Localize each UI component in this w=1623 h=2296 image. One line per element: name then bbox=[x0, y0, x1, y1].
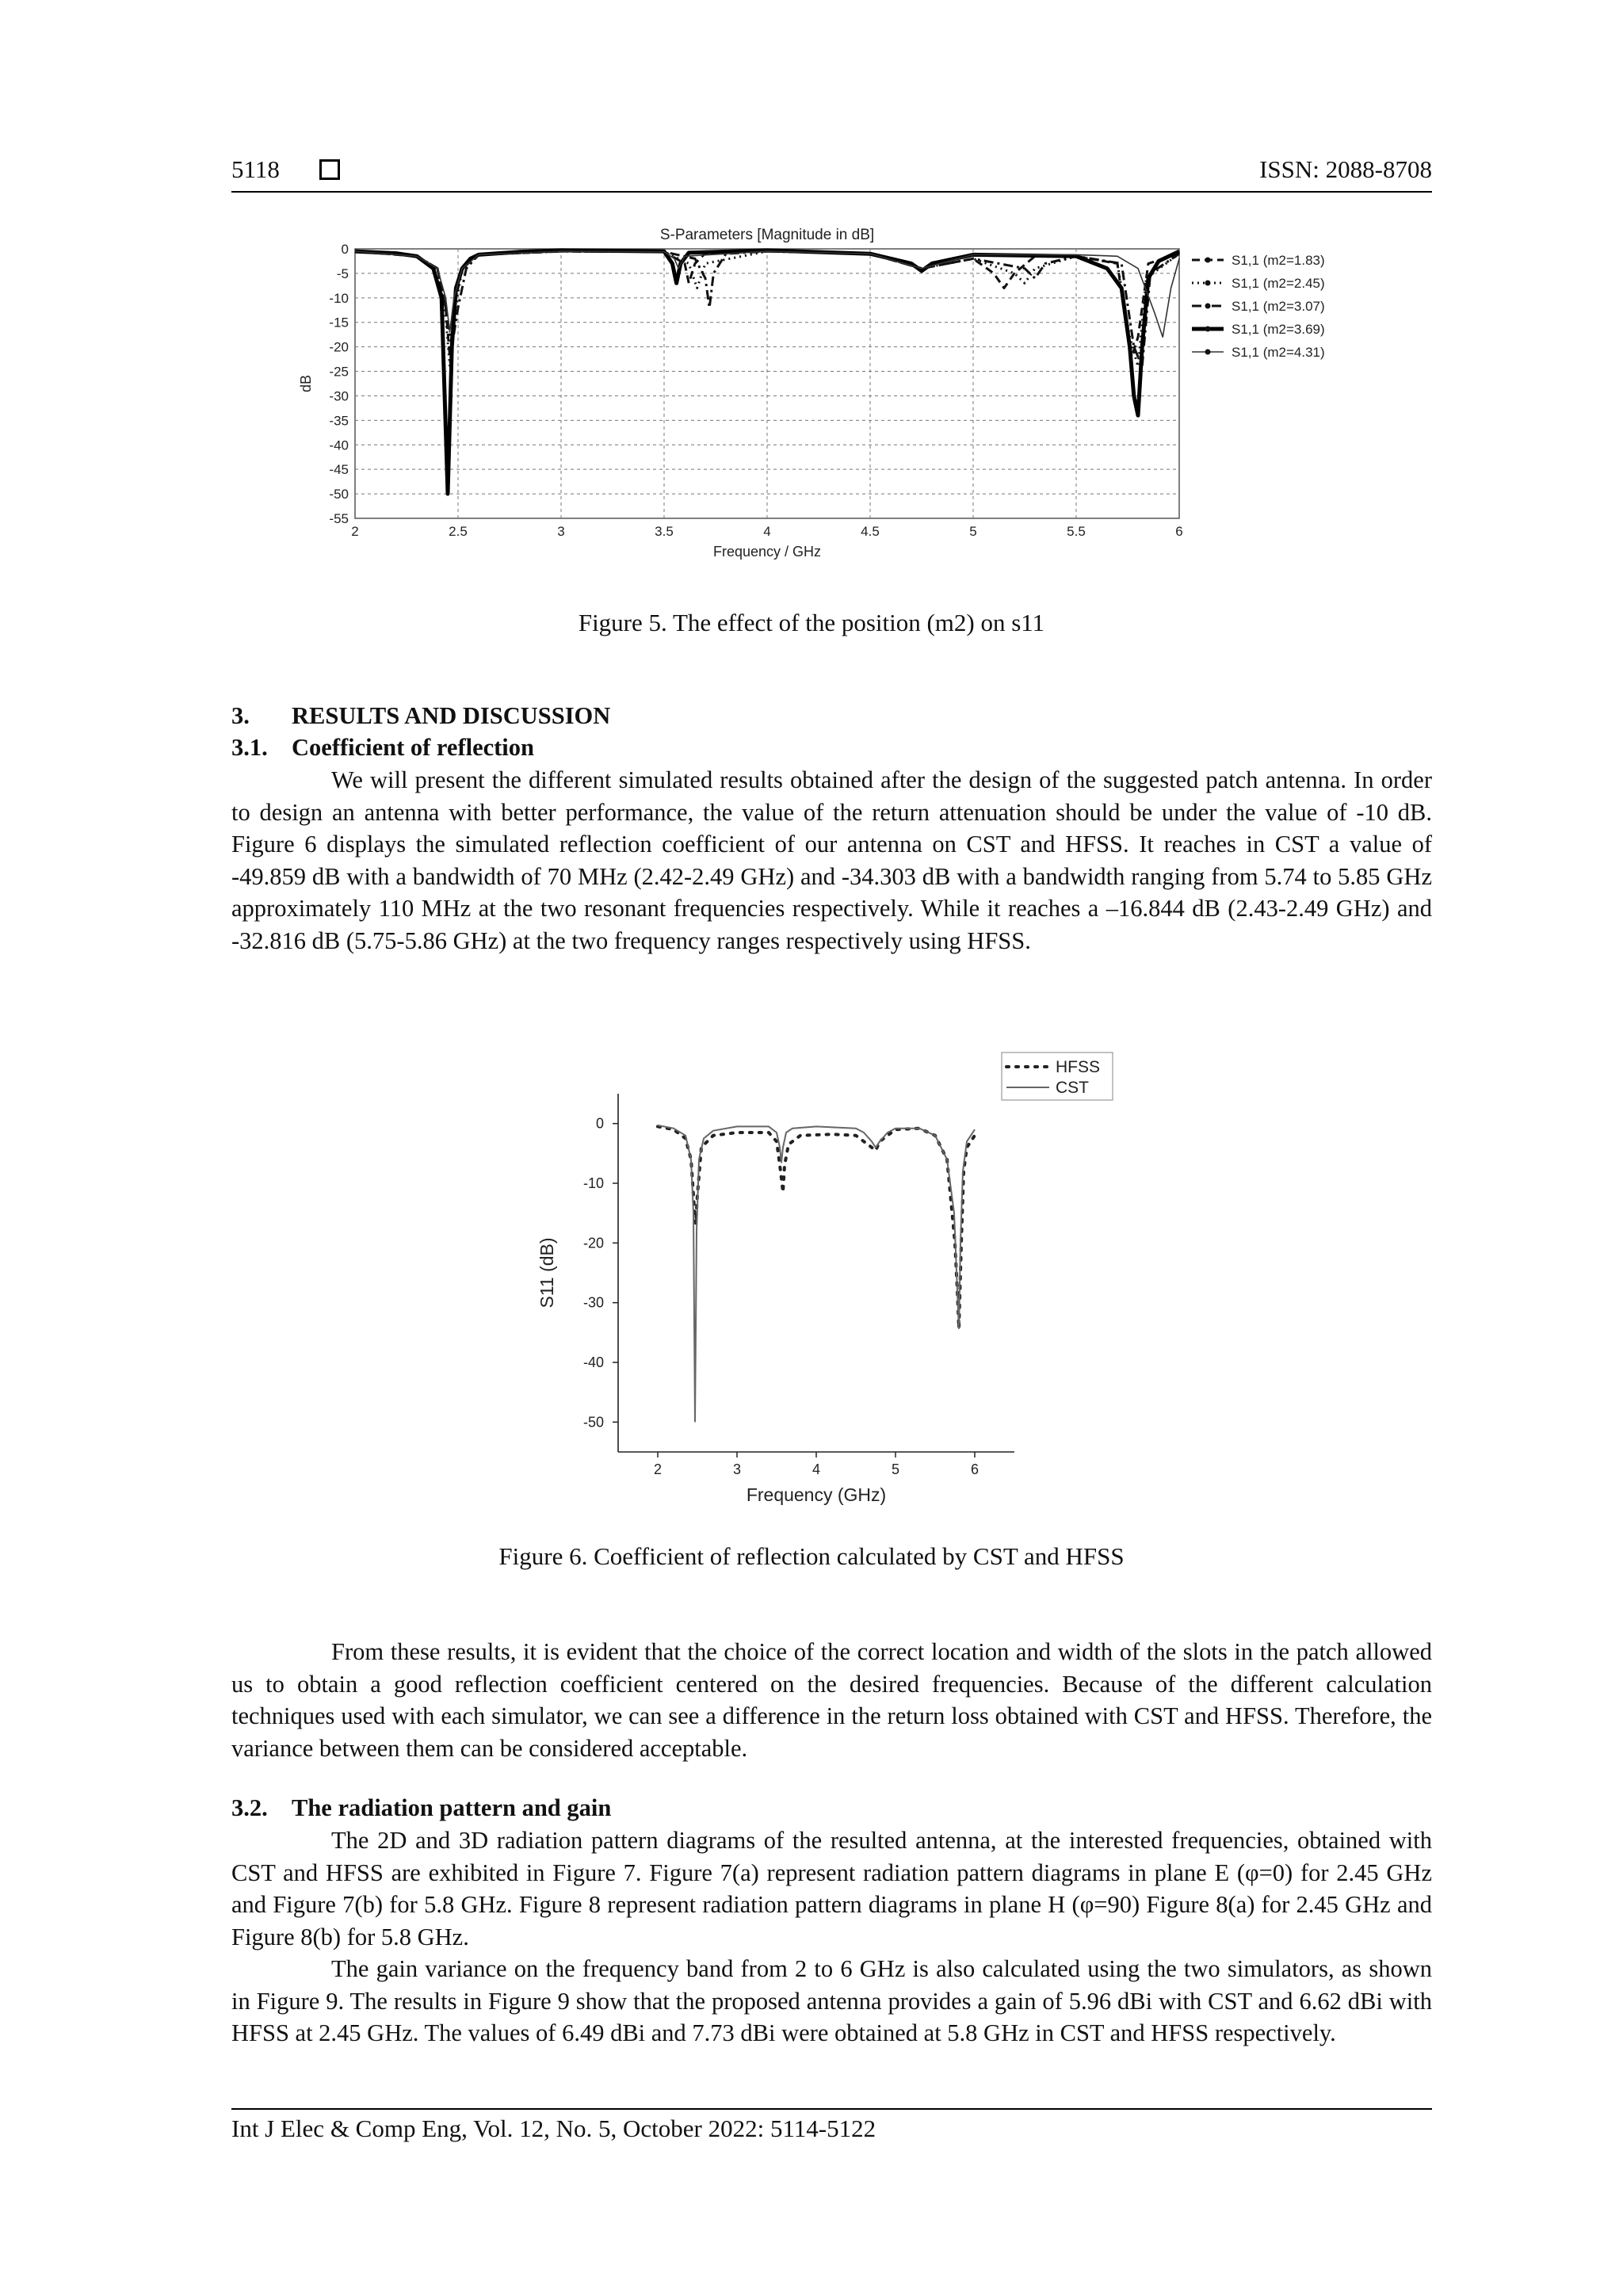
x-tick-label: 3 bbox=[557, 524, 565, 539]
page-number-text: 5118 bbox=[231, 155, 280, 183]
x-tick-label: 4.5 bbox=[861, 524, 880, 539]
legend-label: S1,1 (m2=3.07) bbox=[1232, 299, 1325, 314]
legend-marker bbox=[1205, 350, 1211, 355]
subsection-title: Coefficient of reflection bbox=[292, 734, 534, 761]
legend-label: HFSS bbox=[1056, 1058, 1101, 1076]
subsection-title: The radiation pattern and gain bbox=[292, 1794, 612, 1821]
figure-6-chart bbox=[531, 1045, 1133, 1520]
square-bullet-icon bbox=[319, 159, 340, 180]
y-tick-label: -25 bbox=[329, 364, 349, 380]
chart-title: S-Parameters [Magnitude in dB] bbox=[659, 227, 875, 243]
legend-marker bbox=[1205, 258, 1211, 263]
header-rule bbox=[231, 191, 1432, 193]
subsection-number: 3.1. bbox=[231, 734, 268, 761]
x-tick-label: 2.5 bbox=[449, 524, 468, 539]
y-tick-label: -55 bbox=[329, 511, 349, 526]
series-line-hfss bbox=[658, 1126, 975, 1328]
legend-marker bbox=[1205, 281, 1211, 286]
legend-marker bbox=[1205, 304, 1211, 309]
paragraph-discussion bbox=[231, 1636, 1432, 1764]
paragraph-reflection bbox=[231, 764, 1432, 957]
paragraph-text: From these results, it is evident that the choice of the correct location and width of the slots in the patch allowed us to obtain a good reflection coefficient centered on the desired frequencies. Because of the different calculation techniques used with each simulator, we can see a difference in the return loss obtained with CST and HFSS. Therefore, the variance between them can be considered acceptable. bbox=[231, 1638, 1432, 1762]
figure-6-caption: Figure 6. Coefficient of reflection calculated by CST and HFSS bbox=[498, 1542, 1125, 1570]
section-heading bbox=[231, 702, 610, 730]
y-tick-label: -10 bbox=[329, 290, 349, 306]
y-tick-label: -50 bbox=[329, 487, 349, 502]
y-tick-label: 0 bbox=[341, 242, 349, 257]
legend-label: S1,1 (m2=2.45) bbox=[1232, 276, 1325, 291]
y-axis-label: dB bbox=[298, 374, 314, 393]
y-tick-label: -40 bbox=[329, 437, 349, 453]
paragraph-text: The 2D and 3D radiation pattern diagrams of the resulted antenna, at the interested frequencies, obtained with CST and HFSS are exhibited in Figure 7. Figure 7(a) represent radiation pattern diagrams in plane E (φ=0) for 2.45 GHz and Figure 7(b) for 5.8 GHz. Figure 8 represent radiation pattern diagrams in plane H (φ=90) Figure 8(a) for 2.45 GHz and Figure 8(b) for 5.8 GHz. bbox=[231, 1827, 1432, 1950]
x-tick-label: 3 bbox=[732, 1461, 742, 1477]
subsection-number: 3.2. bbox=[231, 1794, 268, 1821]
x-axis-label: Frequency (GHz) bbox=[746, 1484, 887, 1505]
y-tick-label: -40 bbox=[582, 1354, 604, 1370]
footer-rule bbox=[231, 2108, 1432, 2110]
x-tick-label: 2 bbox=[351, 524, 359, 539]
legend-label: S1,1 (m2=4.31) bbox=[1232, 345, 1325, 360]
y-tick-label: -5 bbox=[336, 266, 349, 281]
subsection-heading-3-2 bbox=[231, 1794, 611, 1822]
y-tick-label: -35 bbox=[329, 413, 349, 429]
x-tick-label: 6 bbox=[1175, 524, 1183, 539]
y-tick-label: -10 bbox=[582, 1175, 604, 1191]
x-tick-label: 3.5 bbox=[655, 524, 674, 539]
y-tick-label: 0 bbox=[595, 1115, 604, 1132]
figure-5-chart bbox=[293, 214, 1347, 586]
x-axis-label: Frequency / GHz bbox=[712, 544, 822, 560]
x-tick-label: 6 bbox=[970, 1461, 980, 1477]
y-tick-label: -45 bbox=[329, 462, 349, 478]
series-line-cst bbox=[658, 1125, 975, 1422]
legend-label: CST bbox=[1056, 1079, 1089, 1097]
figure-5-caption: Figure 5. The effect of the position (m2) on s11 bbox=[578, 609, 1045, 636]
legend-label: S1,1 (m2=1.83) bbox=[1232, 253, 1325, 268]
x-tick-label: 5 bbox=[891, 1461, 900, 1477]
legend-marker bbox=[1205, 327, 1211, 332]
paragraph-radiation bbox=[231, 1824, 1432, 2050]
y-tick-label: -30 bbox=[329, 388, 349, 404]
paragraph-text: We will present the different simulated results obtained after the design of the suggested patch antenna. In order to design an antenna with better performance, the value of the return attenuation should be under the value of -10 dB. Figure 6 displays the simulated reflection coefficient of our antenna on CST and HFSS. It reaches in CST a value of -49.859 dB with a bandwidth of 70 MHz (2.42-2.49 GHz) and -34.303 dB with a bandwidth ranging from 5.74 to 5.85 GHz approximately 110 MHz at the two resonant frequencies respectively. While it reaches a –16.844 dB (2.43-2.49 GHz) and -32.816 dB (5.75-5.86 GHz) at the two frequency ranges respectively using HFSS. bbox=[231, 766, 1432, 954]
issn: ISSN: 2088-8708 bbox=[1259, 155, 1432, 183]
y-tick-label: -15 bbox=[329, 315, 349, 330]
series-line-1 bbox=[355, 251, 1179, 357]
subsection-heading-3-1 bbox=[231, 734, 534, 762]
section-number: 3. bbox=[231, 702, 250, 729]
legend-label: S1,1 (m2=3.69) bbox=[1232, 322, 1325, 337]
paragraph-text: The gain variance on the frequency band from 2 to 6 GHz is also calculated using the two simulators, as shown in Figure 9. The results in Figure 9 show that the proposed antenna provides a gain of 5.96 dBi with CST and 6.62 dBi with HFSS at 2.45 GHz. The values of 6.49 dBi and 7.73 dBi were obtained at 5.8 GHz in CST and HFSS respectively. bbox=[231, 1955, 1432, 2046]
page-number bbox=[231, 155, 340, 184]
section-title: RESULTS AND DISCUSSION bbox=[292, 702, 611, 729]
y-tick-label: -20 bbox=[329, 339, 349, 355]
x-tick-label: 5 bbox=[969, 524, 977, 539]
x-tick-label: 5.5 bbox=[1067, 524, 1086, 539]
x-tick-label: 2 bbox=[653, 1461, 663, 1477]
y-tick-label: -30 bbox=[582, 1294, 604, 1311]
x-tick-label: 4 bbox=[763, 524, 771, 539]
x-tick-label: 4 bbox=[812, 1461, 821, 1477]
footer-citation: Int J Elec & Comp Eng, Vol. 12, No. 5, October 2022: 5114-5122 bbox=[231, 2115, 876, 2142]
y-tick-label: -50 bbox=[582, 1414, 604, 1431]
y-axis-label: S11 (dB) bbox=[537, 1237, 557, 1308]
y-tick-label: -20 bbox=[582, 1235, 604, 1251]
